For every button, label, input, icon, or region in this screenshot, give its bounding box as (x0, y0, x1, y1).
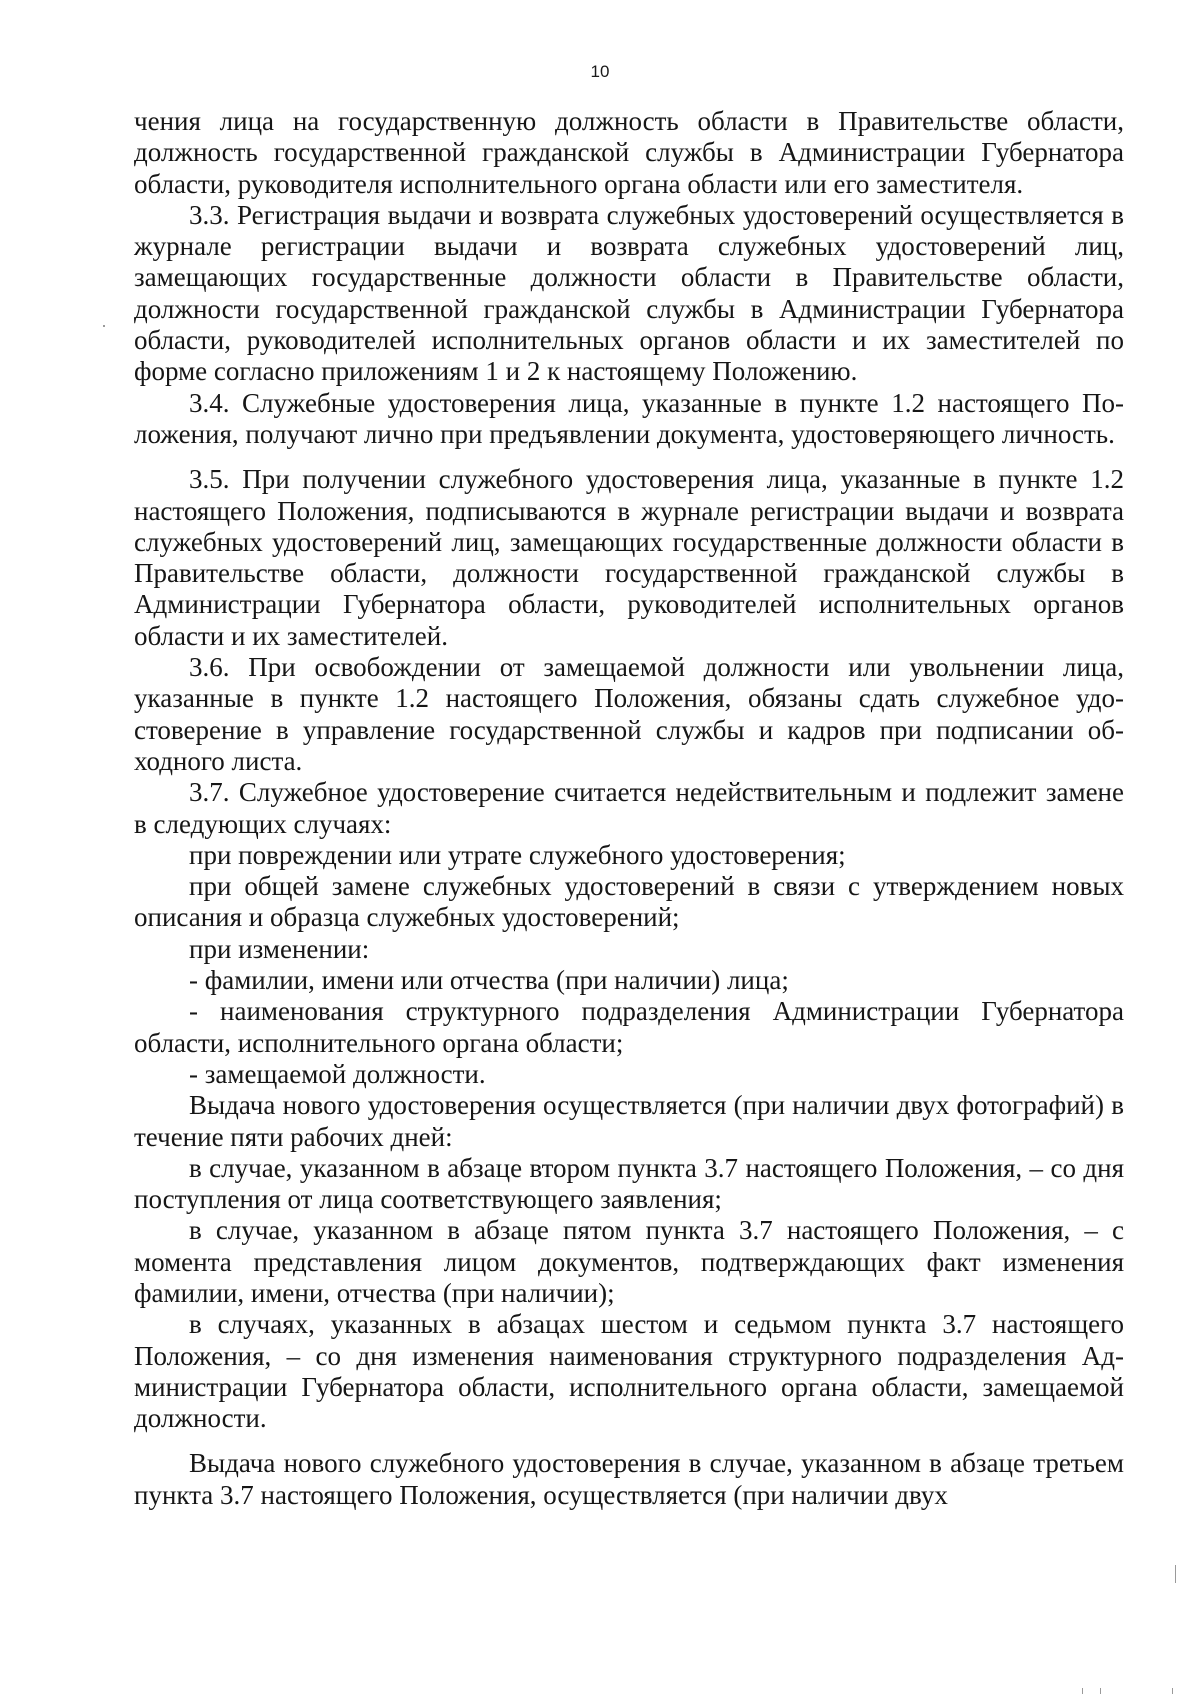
paragraph-continuation: чения лица на государственную должность области в Правительстве области, должность государственной гражданской службы в Администрации Губернатора области, руководителя исполнительного органа области или его заместителя. (134, 106, 1124, 199)
paragraph-case-sixth-seventh: в случаях, указанных в абзацах шестом и седьмом пункта 3.7 настоящего Положения, – со дня изменения наименования структурного подразделения Администрации Губернатора области, исполнительного органа области, замещаемой должности. (134, 1309, 1124, 1434)
scan-artifact (1175, 1565, 1176, 1583)
scan-artifact (1172, 1688, 1173, 1694)
list-item-name-change: - фамилии, имени или отчества (при наличии) лица; (189, 965, 789, 996)
paragraph-3-4: 3.4. Служебные удостоверения лица, указанные в пункте 1.2 настоящего Положения, получают лично при предъявлении документа, удостоверяющего личность. (134, 387, 1124, 449)
paragraph-case-second: в случае, указанном в абзаце втором пункта 3.7 настоящего Положения, – со дня поступления от лица соответствующего заявления; (134, 1152, 1124, 1215)
paragraph-3-6: 3.6. При освобождении от замещаемой должности или увольнении лица, указанные в пункте 1.2 настоящего Положения, обязаны сдать служебное удостоверение в управление государственной службы и кадров при подписании обходного листа. (134, 652, 1124, 776)
paragraph-3-7: 3.7. Служебное удостоверение считается недействительным и подлежит замене в следующих случаях: (134, 777, 1124, 839)
paragraph-3-5: 3.5. При получении служебного удостоверения лица, указанные в пункте 1.2 настоящего Положения, подписываются в журнале регистрации выдачи и возврата служебных удостоверений лиц, замещающих государственные должности области в Правительстве области, должности государственной гражданской службы в Администрации Губернатора области, руководителей исполнительных органов области и их заместителей. (134, 464, 1124, 651)
paragraph-case-fifth: в случае, указанном в абзаце пятом пункта 3.7 настоящего Положения, – с момента представления лицом документов, подтверждающих факт изменения фамилии, имени, отчества (при наличии); (134, 1215, 1124, 1308)
paragraph-3-3: 3.3. Регистрация выдачи и возврата служебных удостоверений осуществляется в журнале регистрации выдачи и возврата служебных удостоверений лиц, замещающих государственные должности области в Правительстве области, должности государственной гражданской службы в Администрации Губернатора области, руководителей исполнительных органов области и их заместителей по форме согласно приложениям 1 и 2 к настоящему Положению. (134, 199, 1124, 387)
document-body (134, 106, 1124, 1511)
list-item-on-change: при изменении: (189, 933, 370, 964)
list-item-damage-loss: при повреждении или утрате служебного удостоверения; (189, 839, 846, 870)
scan-artifact (1082, 1688, 1083, 1694)
scan-artifact (103, 325, 105, 327)
paragraph-issue-term: Выдача нового удостоверения осуществляется (при наличии двух фотографий) в течение пяти рабочих дней: (134, 1090, 1124, 1152)
list-item-unit-name-change: - наименования структурного подразделения Администрации Губернатора области, исполнительного органа области; (134, 996, 1124, 1058)
list-item-position-change: - замещаемой должности. (189, 1058, 486, 1089)
scan-artifact (1100, 1688, 1101, 1694)
paragraph-case-third: Выдача нового служебного удостоверения в случае, указанном в абзаце третьем пункта 3.7 настоящего Положения, осуществляется (при наличии двух (134, 1448, 1124, 1510)
page-number: 10 (590, 62, 610, 81)
list-item-general-replacement: при общей замене служебных удостоверений в связи с утверждением новых описания и образца служебных удостоверений; (134, 871, 1124, 933)
